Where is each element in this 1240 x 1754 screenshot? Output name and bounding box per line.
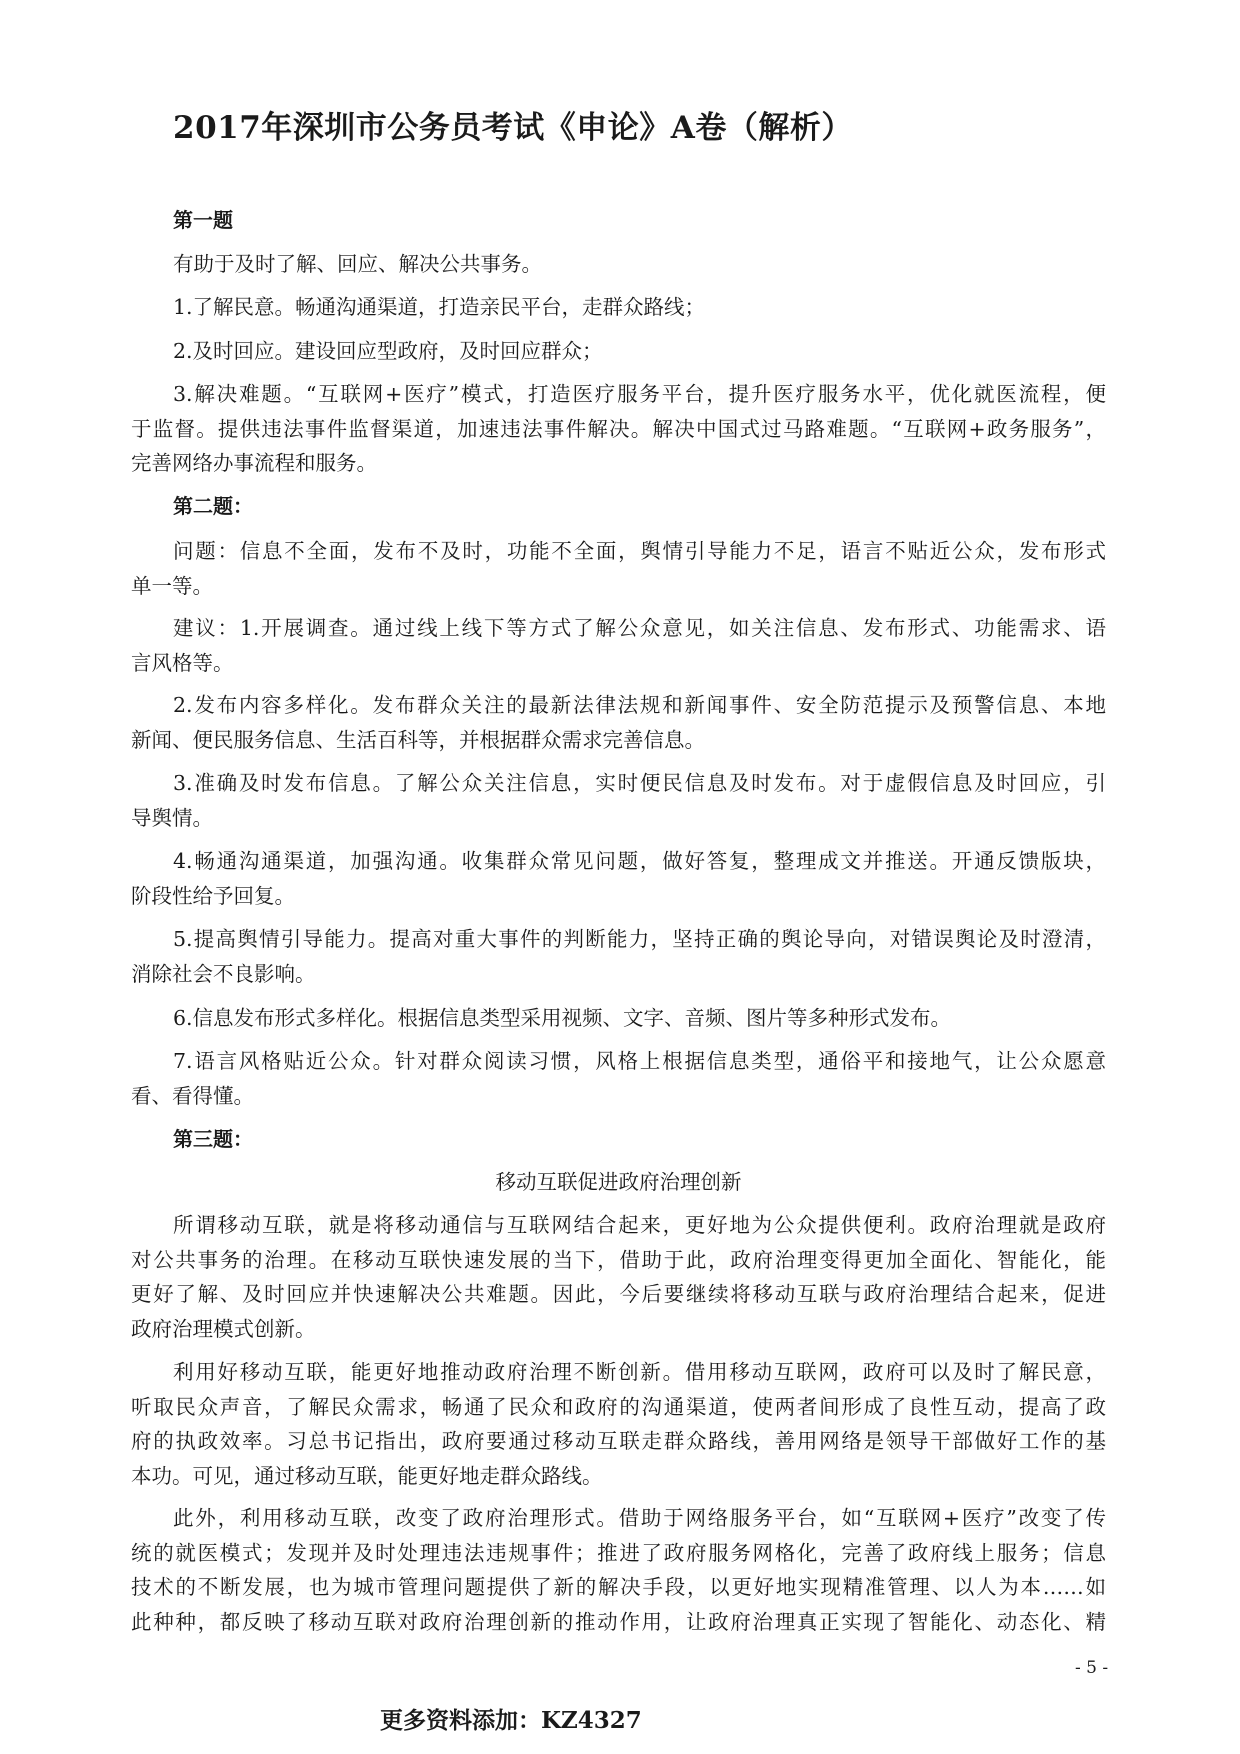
text-line: 建议：1.开展调查。通过线上线下等方式了解公众意见，如关注信息、发布形式、功能需求、语 xyxy=(173,616,1106,640)
text-line: 所谓移动互联，就是将移动通信与互联网结合起来，更好地为公众提供便利。政府治理就是政府 xyxy=(173,1213,1106,1237)
text-line: 更好了解、及时回应并快速解决公共难题。因此，今后要继续将移动互联与政府治理结合起来，促进 xyxy=(131,1282,1106,1307)
paragraph xyxy=(131,247,1106,282)
page-number: - 5 - xyxy=(1075,1658,1109,1678)
text-line: 政府治理模式创新。 xyxy=(131,1316,316,1341)
paragraph xyxy=(131,922,1106,991)
text-line: 第二题： xyxy=(173,494,253,518)
text-line: 有助于及时了解、回应、解决公共事务。 xyxy=(173,252,542,276)
text-line: 此外，利用移动互联，改变了政府治理形式。借助于网络服务平台，如“互联网+医疗”改变了传 xyxy=(173,1506,1106,1530)
paragraph xyxy=(131,766,1106,835)
paragraph xyxy=(131,1208,1106,1346)
paragraph xyxy=(131,1501,1106,1639)
text-line: 此种种，都反映了移动互联对政府治理创新的推动作用，让政府治理真正实现了智能化、动态化、精 xyxy=(131,1609,1106,1634)
text-line: 第一题 xyxy=(173,208,233,232)
paragraph xyxy=(131,844,1106,913)
text-line: 4.畅通沟通渠道，加强沟通。收集群众常见问题，做好答复，整理成文并推送。开通反馈版块， xyxy=(173,849,1106,873)
paragraph xyxy=(131,290,1106,325)
paragraph xyxy=(131,688,1106,757)
text-line: 于监督。提供违法事件监督渠道，加速违法事件解决。解决中国式过马路难题。“互联网+政务服务”， xyxy=(131,416,1106,441)
text-line: 2.及时回应。建设回应型政府，及时回应群众； xyxy=(173,339,603,363)
text-line: 新闻、便民服务信息、生活百科等，并根据群众需求完善信息。 xyxy=(131,727,705,752)
text-line: 技术的不断发展，也为城市管理问题提供了新的解决手段，以更好地实现精准管理、以人为本……如 xyxy=(131,1575,1106,1600)
text-line: 完善网络办事流程和服务。 xyxy=(131,451,377,476)
document-title: 2017年深圳市公务员考试《申论》A卷（解析） xyxy=(173,110,853,146)
text-line: 对公共事务的治理。在移动互联快速发展的当下，借助于此，政府治理变得更加全面化、智能化，能 xyxy=(131,1247,1106,1272)
paragraph xyxy=(131,611,1106,680)
paragraph xyxy=(131,534,1106,603)
text-line: 利用好移动互联，能更好地推动政府治理不断创新。借用移动互联网，政府可以及时了解民意， xyxy=(173,1360,1106,1384)
text-line: 看、看得懂。 xyxy=(131,1083,254,1108)
paragraph xyxy=(131,334,1106,369)
text-line: 消除社会不良影响。 xyxy=(131,961,316,986)
essay-title xyxy=(131,1165,1106,1200)
text-line: 导舆情。 xyxy=(131,805,213,830)
text-line: 阶段性给予回复。 xyxy=(131,883,295,908)
section-heading xyxy=(131,489,1106,524)
text-line: 3.解决难题。“互联网+医疗”模式，打造医疗服务平台，提升医疗服务水平，优化就医流程，便 xyxy=(173,382,1106,406)
text-line: 移动互联促进政府治理创新 xyxy=(495,1170,742,1194)
text-line: 3.准确及时发布信息。了解公众关注信息，实时便民信息及时发布。对于虚假信息及时回应，引 xyxy=(173,771,1106,795)
section-heading xyxy=(131,203,1106,238)
text-line: 听取民众声音，了解民众需求，畅通了民众和政府的沟通渠道，使两者间形成了良性互动，提高了政 xyxy=(131,1394,1106,1419)
section-heading xyxy=(131,1122,1106,1157)
paragraph xyxy=(131,377,1106,481)
text-line: 统的就医模式；发现并及时处理违法违规事件；推进了政府服务网格化，完善了政府线上服务；信息 xyxy=(131,1540,1106,1565)
text-line: 本功。可见，通过移动互联，能更好地走群众路线。 xyxy=(131,1463,603,1488)
footer-note: 更多资料添加：KZ4327 xyxy=(380,1707,642,1734)
text-line: 6.信息发布形式多样化。根据信息类型采用视频、文字、音频、图片等多种形式发布。 xyxy=(173,1006,952,1030)
text-line: 问题：信息不全面，发布不及时，功能不全面，舆情引导能力不足，语言不贴近公众，发布形式 xyxy=(173,539,1106,563)
text-line: 第三题： xyxy=(173,1127,253,1151)
text-line: 言风格等。 xyxy=(131,650,234,675)
text-line: 单一等。 xyxy=(131,573,213,598)
paragraph xyxy=(131,1044,1106,1113)
text-line: 7.语言风格贴近公众。针对群众阅读习惯，风格上根据信息类型，通俗平和接地气，让公众愿意 xyxy=(173,1049,1106,1073)
text-line: 府的执政效率。习总书记指出，政府要通过移动互联走群众路线，善用网络是领导干部做好工作的基 xyxy=(131,1429,1106,1454)
text-line: 2.发布内容多样化。发布群众关注的最新法律法规和新闻事件、安全防范提示及预警信息、本地 xyxy=(173,693,1106,717)
text-line: 1.了解民意。畅通沟通渠道，打造亲民平台，走群众路线； xyxy=(173,295,706,319)
paragraph xyxy=(131,1001,1106,1036)
text-line: 5.提高舆情引导能力。提高对重大事件的判断能力，坚持正确的舆论导向，对错误舆论及时澄清， xyxy=(173,927,1106,951)
paragraph xyxy=(131,1355,1106,1493)
